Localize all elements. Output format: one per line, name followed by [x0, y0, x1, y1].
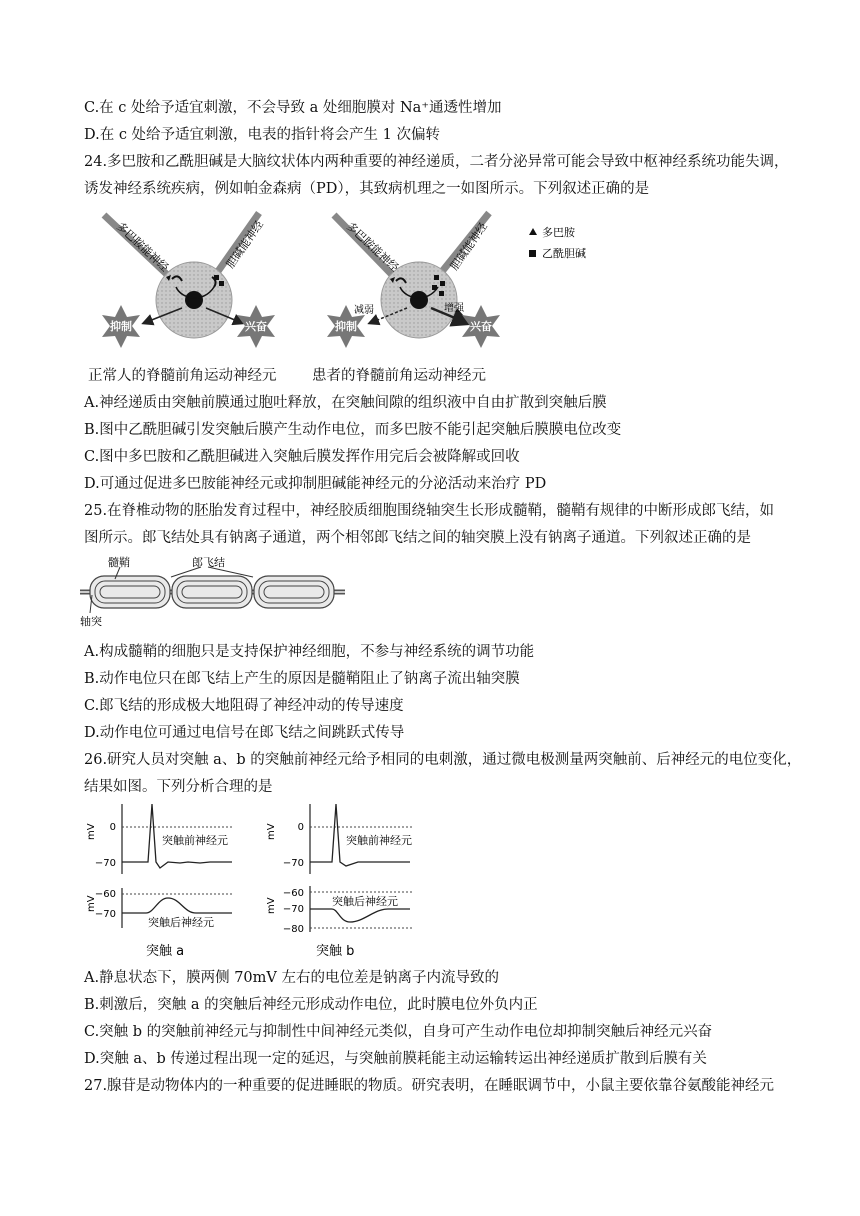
q25-option-d: D.动作电位可通过电信号在郎飞结之间跳跃式传导: [84, 725, 405, 741]
svg-text:−70: −70: [94, 858, 116, 869]
svg-text:−70: −70: [282, 904, 304, 915]
synapse-b-post-graph: [266, 886, 414, 935]
svg-text:多巴胺能神经: 多巴胺能神经: [113, 219, 172, 275]
svg-text:−70: −70: [282, 858, 304, 869]
q24-option-d: D.可通过促进多巴胺能神经元或抑制胆碱能神经元的分泌活动来治疗 PD: [84, 476, 547, 492]
caption-synapse-b: 突触 b: [316, 944, 355, 959]
q24-option-a: A.神经递质由突触前膜通过胞吐释放，在突触间隙的组织液中自由扩散到突触后膜: [84, 395, 607, 411]
caption-synapse-a: 突触 a: [146, 944, 185, 959]
q26-potential-figure: [84, 800, 424, 965]
q25-option-b: B.动作电位只在郎飞结上产生的原因是髓鞘阻止了钠离子流出轴突膜: [84, 671, 520, 687]
svg-text:0: 0: [297, 822, 304, 833]
q24-legend: [529, 226, 586, 260]
svg-text:0: 0: [109, 822, 116, 833]
svg-text:多巴胺能神经: 多巴胺能神经: [343, 219, 402, 275]
svg-text:兴奋: 兴奋: [470, 320, 492, 333]
q26-option-c: C.突触 b 的突触前神经元与抑制性中间神经元类似，自身可产生动作电位却抑制突触后神经元兴奋: [84, 1024, 713, 1040]
q25-option-c: C.郎飞结的形成极大地阻碍了神经冲动的传导速度: [84, 698, 404, 714]
svg-text:突触前神经元: 突触前神经元: [346, 834, 412, 847]
q25-myelin-figure: [80, 555, 350, 633]
svg-text:轴突: 轴突: [80, 615, 102, 628]
q26-stem-line2: 结果如图。下列分析合理的是: [84, 779, 273, 795]
q25-option-a: A.构成髓鞘的细胞只是支持保护神经细胞，不参与神经系统的调节功能: [84, 644, 535, 660]
svg-text:抑制: 抑制: [110, 320, 132, 333]
svg-text:mV: mV: [86, 823, 97, 840]
q24-option-c: C.图中多巴胺和乙酰胆碱进入突触后膜发挥作用完后会被降解或回收: [84, 449, 520, 465]
svg-text:减弱: 减弱: [354, 305, 374, 316]
q24-option-b: B.图中乙酰胆碱引发突触后膜产生动作电位，而多巴胺不能引起突触后膜膜电位改变: [84, 422, 622, 438]
synapse-a-pre-graph: [86, 804, 234, 874]
synapse-b-pre-graph: [266, 804, 414, 874]
q26-option-b: B.刺激后，突触 a 的突触后神经元形成动作电位，此时膜电位外负内正: [84, 997, 538, 1013]
q26-option-a: A.静息状态下，膜两侧 70mV 左右的电位差是钠离子内流导致的: [84, 970, 499, 986]
svg-text:mV: mV: [266, 897, 277, 914]
q26-stem-line1: 26.研究人员对突触 a、b 的突触前神经元给予相同的电刺激，通过微电极测量两突触前、后神经元的电位变化，: [84, 752, 802, 768]
svg-text:突触前神经元: 突触前神经元: [162, 834, 228, 847]
svg-text:抑制: 抑制: [335, 320, 357, 333]
svg-text:−70: −70: [94, 909, 116, 920]
svg-text:增强: 增强: [444, 303, 464, 314]
q25-stem-line1: 25.在脊椎动物的胚胎发育过程中，神经胶质细胞围绕轴突生长形成髓鞘，髓鞘有规律的中断形成郎飞结，如: [84, 503, 775, 519]
patient-neuron-diagram: [327, 213, 500, 348]
q25-stem-line2: 图所示。郎飞结处具有钠离子通道，两个相邻郎飞结之间的轴突膜上没有钠离子通道。下列叙述正确的是: [84, 530, 751, 546]
svg-text:髓鞘: 髓鞘: [108, 556, 130, 569]
svg-text:郎飞结: 郎飞结: [192, 556, 225, 569]
q23-option-d: D.在 c 处给予适宜刺激，电表的指针将会产生 1 次偏转: [84, 127, 440, 143]
q24-stem-line1: 24.多巴胺和乙酰胆碱是大脑纹状体内两种重要的神经递质，二者分泌异常可能会导致中枢神经系统功能失调，: [84, 154, 789, 170]
svg-text:胆碱能神经: 胆碱能神经: [223, 218, 267, 271]
q26-option-d: D.突触 a、b 传递过程出现一定的延迟，与突触前膜耗能主动运输转运出神经递质扩散到后膜有关: [84, 1051, 707, 1067]
q24-caption-patient: 患者的脊髓前角运动神经元: [312, 368, 486, 384]
svg-text:mV: mV: [266, 823, 277, 840]
normal-neuron-diagram: [102, 213, 275, 348]
synapse-a-post-graph: [86, 888, 234, 929]
q24-caption-normal: 正常人的脊髓前角运动神经元: [88, 368, 277, 384]
svg-text:−80: −80: [282, 924, 304, 935]
svg-text:−60: −60: [282, 888, 304, 899]
svg-text:突触后神经元: 突触后神经元: [332, 895, 398, 908]
svg-text:mV: mV: [86, 895, 97, 912]
svg-text:胆碱能神经: 胆碱能神经: [447, 220, 491, 273]
q24-parkinson-figure: [84, 205, 604, 385]
svg-text:兴奋: 兴奋: [245, 320, 267, 333]
q27-stem-line1: 27.腺苷是动物体内的一种重要的促进睡眠的物质。研究表明，在睡眠调节中，小鼠主要依靠谷氨酸能神经元: [84, 1078, 775, 1094]
svg-text:突触后神经元: 突触后神经元: [148, 916, 214, 929]
svg-text:乙酰胆碱: 乙酰胆碱: [542, 247, 586, 260]
svg-text:−60: −60: [94, 889, 116, 900]
q23-option-c: C.在 c 处给予适宜刺激，不会导致 a 处细胞膜对 Na⁺通透性增加: [84, 100, 502, 116]
svg-text:多巴胺: 多巴胺: [542, 226, 575, 239]
q24-stem-line2: 诱发神经系统疾病，例如帕金森病（PD），其致病机理之一如图所示。下列叙述正确的是: [84, 181, 650, 197]
